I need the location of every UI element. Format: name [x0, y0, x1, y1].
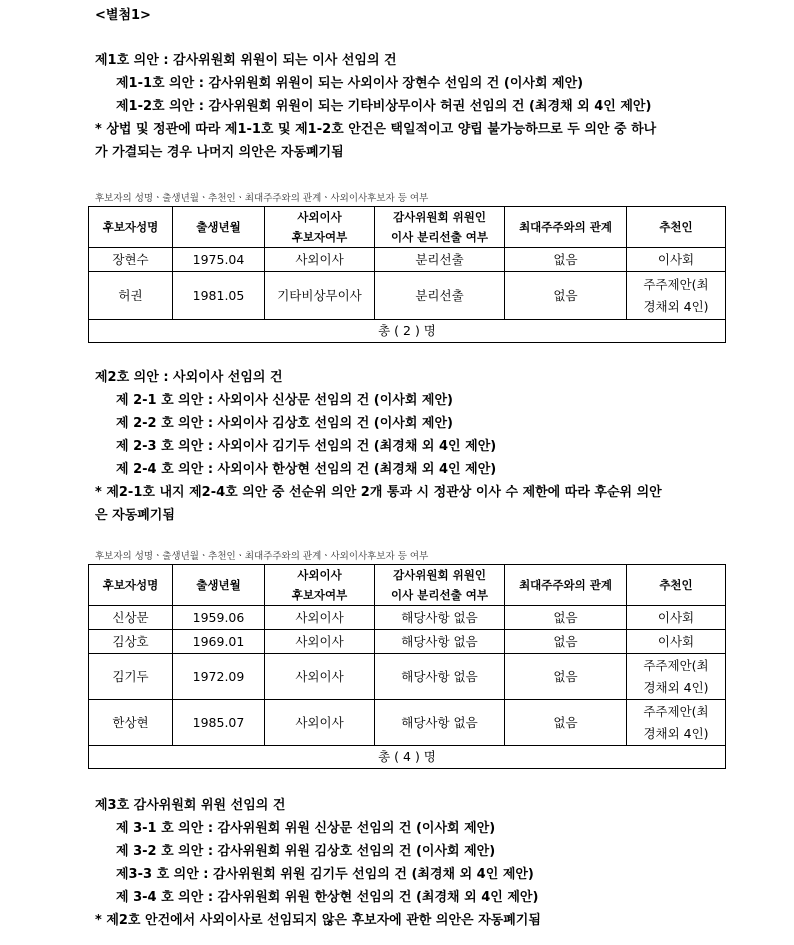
agenda3-note-line1: * 제2호 안건에서 사외이사로 선임되지 않은 후보자에 관한 의안은 자동폐기됨: [95, 913, 541, 928]
cell-relation: 없음: [505, 606, 627, 630]
cell-relation: 없음: [505, 272, 627, 320]
total-count: 총 ( 4 ) 명: [89, 746, 726, 769]
cell-relation: 없음: [505, 630, 627, 654]
agenda3-sub-4: 제 3-4 호 의안 : 감사위원회 위원 한상현 선임의 건 (최경채 외 4인 제안): [116, 890, 539, 905]
header-birth: 출생년월: [173, 207, 265, 248]
cell-recommender: 이사회: [627, 248, 726, 272]
table-row: [89, 654, 726, 700]
header-audit: 감사위원회 위원인 이사 분리선출 여부: [375, 207, 505, 248]
table-total-row: [89, 746, 726, 769]
cell-birth: 1969.01: [173, 630, 265, 654]
cell-recommender: 주주제안(최 경채외 4인): [627, 272, 726, 320]
cell-birth: 1981.05: [173, 272, 265, 320]
table-row: [89, 700, 726, 746]
header-outside: 사외이사 후보자여부: [265, 565, 375, 606]
header-name: 후보자성명: [89, 207, 173, 248]
cell-recommender: 주주제안(최 경채외 4인): [627, 654, 726, 700]
cell-separate: 해당사항 없음: [375, 606, 505, 630]
cell-separate: 해당사항 없음: [375, 630, 505, 654]
cell-birth: 1959.06: [173, 606, 265, 630]
cell-relation: 없음: [505, 654, 627, 700]
table-total-row: [89, 320, 726, 343]
header-relation: 최대주주와의 관계: [505, 207, 627, 248]
table-header-row: [89, 207, 726, 248]
header-birth: 출생년월: [173, 565, 265, 606]
cell-relation: 없음: [505, 700, 627, 746]
header-outside: 사외이사 후보자여부: [265, 207, 375, 248]
cell-recommender: 이사회: [627, 606, 726, 630]
cell-separate: 해당사항 없음: [375, 654, 505, 700]
agenda3-sub-1: 제 3-1 호 의안 : 감사위원회 위원 신상문 선임의 건 (이사회 제안): [116, 821, 496, 836]
agenda1-title: 제1호 의안 : 감사위원회 위원이 되는 이사 선임의 건: [95, 53, 397, 68]
agenda2-sub-4: 제 2-4 호 의안 : 사외이사 한상현 선임의 건 (최경채 외 4인 제안): [116, 462, 497, 477]
table-row: [89, 630, 726, 654]
table-row: [89, 272, 726, 320]
agenda2-sub-3: 제 2-3 호 의안 : 사외이사 김기두 선임의 건 (최경채 외 4인 제안): [116, 439, 497, 454]
table-header-row: [89, 565, 726, 606]
candidate-table-1: [88, 206, 726, 343]
candidate-table-2: [88, 564, 726, 769]
cell-type: 사외이사: [265, 654, 375, 700]
cell-name: 한상현: [89, 700, 173, 746]
cell-recommender: 주주제안(최 경채외 4인): [627, 700, 726, 746]
cell-name: 허권: [89, 272, 173, 320]
total-count: 총 ( 2 ) 명: [89, 320, 726, 343]
cell-name: 장현수: [89, 248, 173, 272]
cell-name: 김상호: [89, 630, 173, 654]
cell-type: 사외이사: [265, 248, 375, 272]
cell-type: 사외이사: [265, 606, 375, 630]
cell-birth: 1972.09: [173, 654, 265, 700]
table2-caption: 후보자의 성명ㆍ출생년월ㆍ추천인ㆍ최대주주와의 관계ㆍ사외이사후보자 등 여부: [95, 551, 429, 562]
agenda3-sub-3: 제3-3 호 의안 : 감사위원회 위원 김기두 선임의 건 (최경채 외 4인 제안): [116, 867, 534, 882]
cell-separate: 분리선출: [375, 272, 505, 320]
agenda2-sub-1: 제 2-1 호 의안 : 사외이사 신상문 선임의 건 (이사회 제안): [116, 393, 453, 408]
table-row: [89, 606, 726, 630]
header-recommender: 추천인: [627, 565, 726, 606]
cell-birth: 1975.04: [173, 248, 265, 272]
cell-type: 사외이사: [265, 700, 375, 746]
agenda2-note-line2: 은 자동폐기됨: [95, 508, 175, 523]
header-relation: 최대주주와의 관계: [505, 565, 627, 606]
appendix-label: <별첨1>: [95, 8, 151, 23]
agenda1-note-line2: 가 가결되는 경우 나머지 의안은 자동폐기됨: [95, 145, 344, 160]
table-row: [89, 248, 726, 272]
header-recommender: 추천인: [627, 207, 726, 248]
cell-separate: 해당사항 없음: [375, 700, 505, 746]
cell-separate: 분리선출: [375, 248, 505, 272]
header-name: 후보자성명: [89, 565, 173, 606]
cell-recommender: 이사회: [627, 630, 726, 654]
cell-name: 신상문: [89, 606, 173, 630]
cell-birth: 1985.07: [173, 700, 265, 746]
agenda1-note-line1: * 상법 및 정관에 따라 제1-1호 및 제1-2호 안건은 택일적이고 양립 불가능하므로 두 의안 중 하나: [95, 122, 657, 137]
cell-type: 사외이사: [265, 630, 375, 654]
agenda3-sub-2: 제 3-2 호 의안 : 감사위원회 위원 김상호 선임의 건 (이사회 제안): [116, 844, 496, 859]
cell-type: 기타비상무이사: [265, 272, 375, 320]
agenda3-title: 제3호 감사위원회 위원 선임의 건: [95, 798, 286, 813]
cell-relation: 없음: [505, 248, 627, 272]
table1-caption: 후보자의 성명ㆍ출생년월ㆍ추천인ㆍ최대주주와의 관계ㆍ사외이사후보자 등 여부: [95, 193, 429, 204]
cell-name: 김기두: [89, 654, 173, 700]
header-audit: 감사위원회 위원인 이사 분리선출 여부: [375, 565, 505, 606]
agenda2-note-line1: * 제2-1호 내지 제2-4호 의안 중 선순위 의안 2개 통과 시 정관상 이사 수 제한에 따라 후순위 의안: [95, 485, 662, 500]
agenda2-sub-2: 제 2-2 호 의안 : 사외이사 김상호 선임의 건 (이사회 제안): [116, 416, 453, 431]
agenda1-sub-1: 제1-1호 의안 : 감사위원회 위원이 되는 사외이사 장현수 선임의 건 (이사회 제안): [116, 76, 584, 91]
agenda2-title: 제2호 의안 : 사외이사 선임의 건: [95, 370, 283, 385]
agenda1-sub-2: 제1-2호 의안 : 감사위원회 위원이 되는 기타비상무이사 허권 선임의 건 (최경채 외 4인 제안): [116, 99, 652, 114]
